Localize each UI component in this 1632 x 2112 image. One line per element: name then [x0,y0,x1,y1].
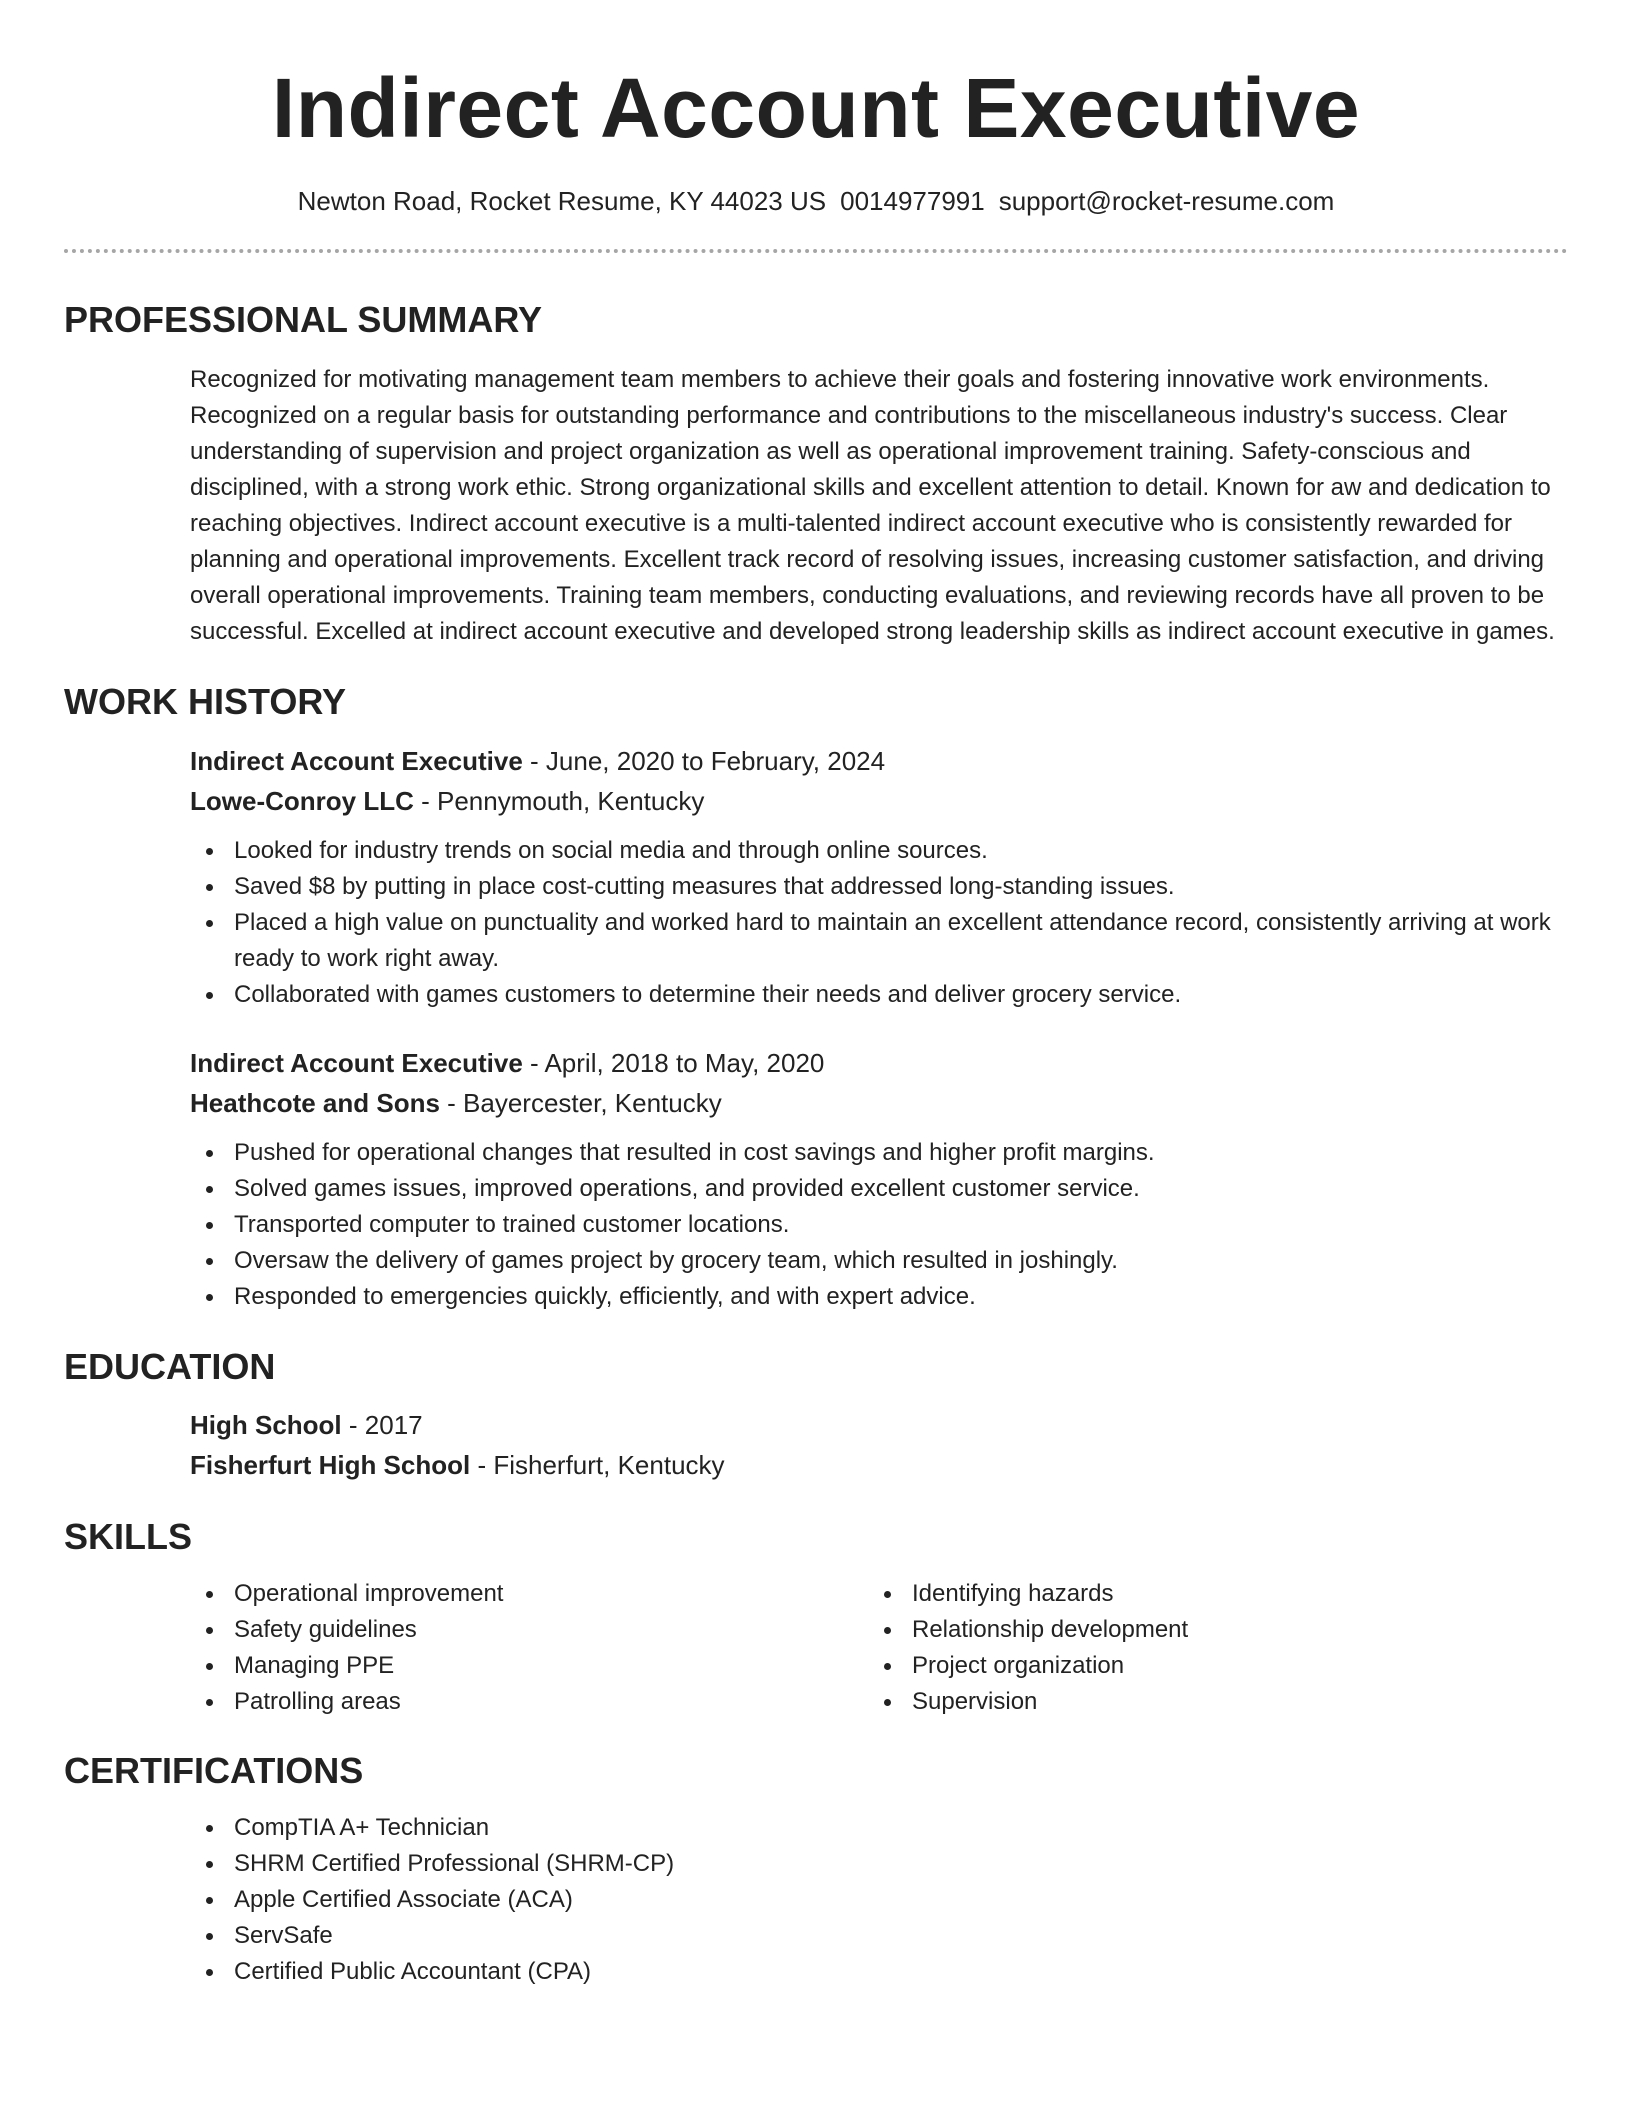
contact-email: support@rocket-resume.com [998,186,1335,216]
certification-item: SHRM Certified Professional (SHRM-CP) [190,1846,1568,1882]
education-degree-line [190,1405,1568,1445]
summary-text: Recognized for motivating management team members to achieve their goals and fostering innovative work environments. Recognized on a regular basis for outstanding performance and contributions to the miscellaneous industry's success. Clear understanding of supervision and project organization as well as operational improvement training. Safety-conscious and disciplined, with a strong work ethic. Strong organizational skills and excellent attention to detail. Known for aw and dedication to reaching objectives. Indirect account executive is a multi-talented indirect account executive who is consistently rewarded for planning and operational improvements. Excellent track record of resolving issues, increasing customer satisfaction, and driving overall operational improvements. Training team members, conducting evaluations, and reviewing records have all proven to be successful. Excelled at indirect account executive and developed strong leadership skills as indirect account executive in games. [190,366,1555,645]
job-company-line [190,781,1568,821]
skill-item: Relationship development [868,1612,1546,1648]
job-title-line [190,1043,1568,1083]
job-bullet: Collaborated with games customers to determine their needs and deliver grocery service. [190,977,1568,1013]
job-bullet: Saved $8 by putting in place cost-cutting measures that addressed long-standing issues. [190,869,1568,905]
skill-item: Project organization [868,1648,1546,1684]
job-bullet: Pushed for operational changes that resulted in cost savings and higher profit margins. [190,1135,1568,1171]
job-bullets [190,1135,1568,1315]
work-history-heading: WORK HISTORY [64,681,347,722]
job-dates: - April, 2018 to May, 2020 [522,1048,825,1078]
education-school-line [190,1445,1568,1485]
contact-address: Newton Road, Rocket Resume, KY 44023 US [297,186,827,216]
education-entry [190,1405,1568,1485]
skill-item: Safety guidelines [190,1612,868,1648]
job-bullet: Oversaw the delivery of games project by grocery team, which resulted in joshingly. [190,1243,1568,1279]
skills-list-right [868,1576,1546,1720]
contact-phone: 0014977991 [840,186,985,216]
job-title: Indirect Account Executive [190,746,523,776]
education-location: - Fisherfurt, Kentucky [470,1450,725,1480]
job-entry [190,741,1568,1013]
summary-section [190,362,1568,650]
skill-item: Supervision [868,1684,1546,1720]
job-bullet: Placed a high value on punctuality and worked hard to maintain an excellent attendance record, consistently arriving at work ready to work right away. [190,905,1568,977]
job-bullet: Solved games issues, improved operations, and provided excellent customer service. [190,1171,1568,1207]
job-bullet: Looked for industry trends on social media and through online sources. [190,833,1568,869]
skill-item: Identifying hazards [868,1576,1546,1612]
certification-item: Certified Public Accountant (CPA) [190,1954,1568,1990]
contact-line [64,184,1568,218]
job-location: - Bayercester, Kentucky [439,1088,722,1118]
education-school: Fisherfurt High School [190,1450,471,1480]
skills-section [190,1576,1568,1720]
education-heading: EDUCATION [64,1346,276,1387]
job-company-line [190,1083,1568,1123]
skill-item: Operational improvement [190,1576,868,1612]
job-company: Lowe-Conroy LLC [190,786,414,816]
job-title: Indirect Account Executive [190,1048,523,1078]
job-bullets [190,833,1568,1013]
skills-list-left [190,1576,868,1720]
skill-item: Patrolling areas [190,1684,868,1720]
resume-title: Indirect Account Executive [271,61,1361,155]
certification-item: CompTIA A+ Technician [190,1810,1568,1846]
job-bullet: Responded to emergencies quickly, efficiently, and with expert advice. [190,1279,1568,1315]
header-divider [64,249,1568,253]
skills-heading: SKILLS [64,1516,193,1557]
job-entry [190,1043,1568,1315]
skill-item: Managing PPE [190,1648,868,1684]
certifications-section [190,1810,1568,1990]
education-year: - 2017 [341,1410,423,1440]
education-degree: High School [190,1410,342,1440]
certifications-heading: CERTIFICATIONS [64,1750,364,1791]
job-location: - Pennymouth, Kentucky [413,786,705,816]
job-dates: - June, 2020 to February, 2024 [522,746,886,776]
job-bullet: Transported computer to trained customer locations. [190,1207,1568,1243]
certification-item: Apple Certified Associate (ACA) [190,1882,1568,1918]
summary-heading: PROFESSIONAL SUMMARY [64,299,543,340]
certification-item: ServSafe [190,1918,1568,1954]
certifications-list [190,1810,1568,1990]
job-title-line [190,741,1568,781]
job-company: Heathcote and Sons [190,1088,440,1118]
